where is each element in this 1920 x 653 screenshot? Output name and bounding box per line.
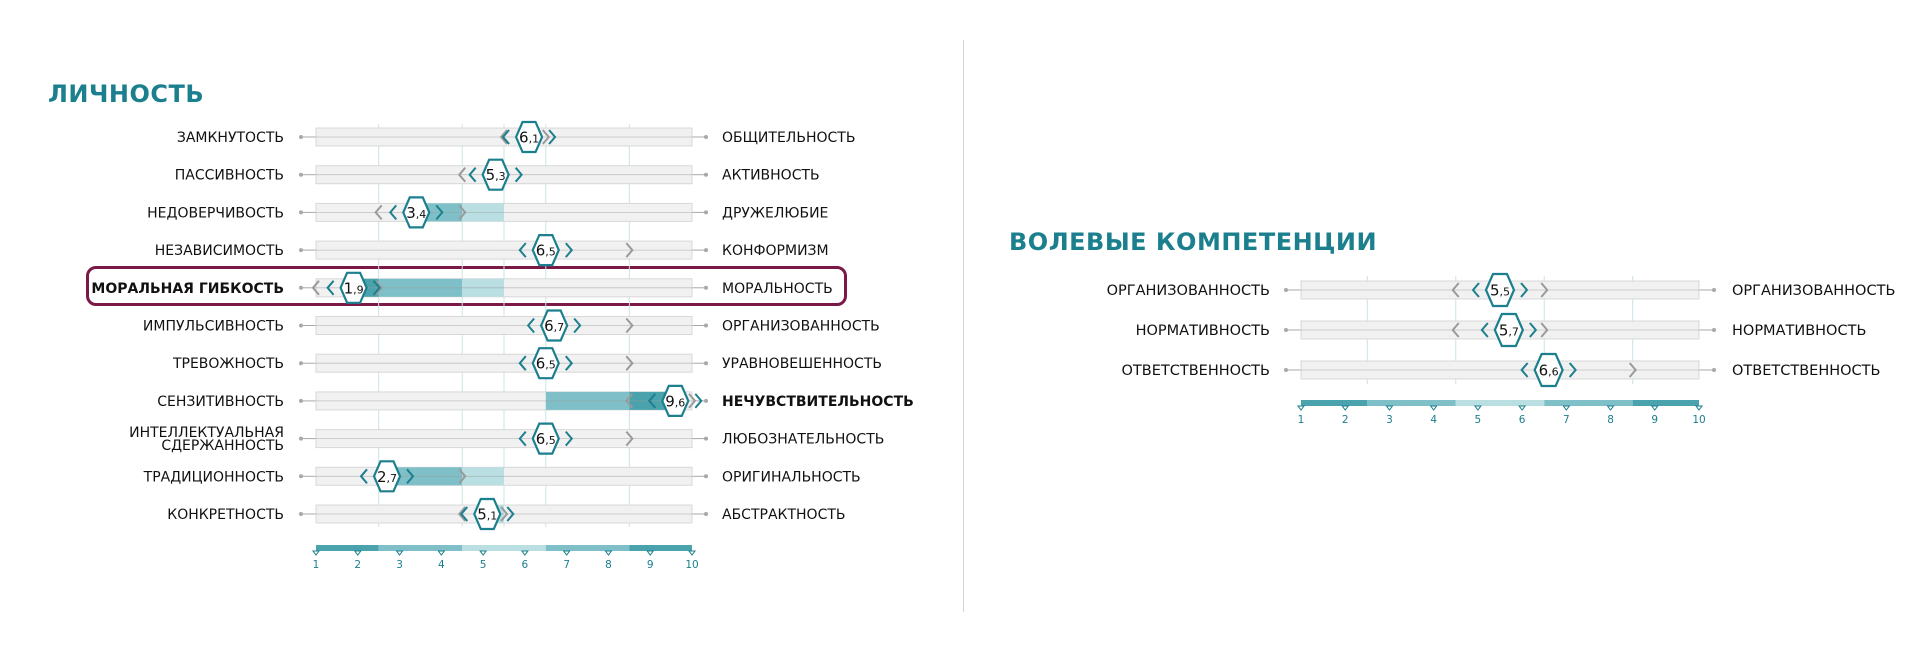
whisker-end-left [299,361,303,365]
scale-row [157,386,914,416]
legend-tick-label: 4 [437,559,445,571]
legend-tick-marker [438,551,444,555]
left-pole-label: ИНТЕЛЛЕКТУАЛЬНАЯ [129,425,284,442]
legend-tick-label: 7 [563,559,571,571]
legend-tick-label: 4 [1430,414,1438,426]
right-pole-label: НОРМАТИВНОСТЬ [1732,323,1867,339]
left-pole-label: СЕНЗИТИВНОСТЬ [157,393,284,410]
whisker-end-right [704,248,708,252]
legend-tick-label: 8 [1607,414,1614,426]
legend-scale-segment [1301,400,1367,406]
legend-tick-marker [564,551,570,555]
whisker-end-left [299,248,303,252]
score-decimal: ,5 [545,358,556,372]
score-integer: 6 [535,354,546,373]
legend-scale-segment [546,545,630,551]
left-pole-label: ЗАМКНУТОСТЬ [176,130,284,146]
left-pole-label: ОРГАНИЗОВАННОСТЬ [1106,283,1270,299]
legend-scale-segment [1456,400,1544,406]
whisker-end-left [1284,288,1288,292]
personality-section-title: ЛИЧНОСТЬ [48,80,205,108]
score-decimal: ,7 [386,471,398,485]
whisker-end-right [1712,368,1716,372]
score-integer: 3 [406,203,416,222]
whisker-end-left [299,135,303,139]
score-integer: 6 [1538,361,1549,380]
score-integer: 1 [343,279,354,298]
score-decimal: ,9 [353,283,364,297]
whisker-end-left [1284,368,1288,372]
right-pole-label: АКТИВНОСТЬ [722,167,820,184]
left-pole-label: НЕЗАВИСИМОСТЬ [154,243,284,260]
legend-tick-label: 1 [1297,414,1305,426]
legend-scale-segment [1367,400,1455,406]
whisker-end-left [299,512,303,516]
legend-tick-marker [1298,406,1304,410]
score-decimal: ,3 [495,170,506,184]
score-decimal: ,5 [1499,285,1511,299]
whisker-end-right [1712,328,1716,332]
right-pole-label: ОБЩИТЕЛЬНОСТЬ [722,130,856,146]
left-pole-label: ТРАДИЦИОННОСТЬ [143,469,284,486]
score-integer: 5 [485,166,496,185]
whisker-end-right [704,286,708,290]
score-decimal: ,7 [553,321,565,334]
legend-tick-label: 7 [1562,414,1570,426]
score-integer: 6 [519,128,529,147]
legend-tick-marker [1431,406,1437,410]
legend-tick-marker [1342,406,1348,410]
right-pole-label: УРАВНОВЕШЕННОСТЬ [722,356,882,373]
scale-row [1122,354,1881,386]
score-integer: 9 [665,392,675,411]
left-pole-label: КОНКРЕТНОСТЬ [167,507,284,523]
scale-row [177,122,856,152]
right-pole-label: ЛЮБОЗНАТЕЛЬНОСТЬ [722,431,885,448]
whisker-end-right [704,135,708,139]
scale-row [1136,314,1867,346]
left-pole-label: ИМПУЛЬСИВНОСТЬ [142,318,284,335]
score-decimal: ,6 [674,396,686,410]
whisker-end-right [704,437,708,441]
legend-tick-marker [605,551,611,555]
legend-tick-marker [689,551,695,555]
score-decimal: ,5 [545,245,556,259]
legend-scale-segment [629,545,692,551]
legend-tick-marker [313,551,319,555]
right-pole-label: ОРГАНИЗОВАННОСТЬ [1732,283,1896,299]
whisker-end-left [299,474,303,478]
score-integer: 2 [376,467,387,486]
legend-tick-marker [1652,406,1658,410]
left-pole-label: МОРАЛЬНАЯ ГИБКОСТЬ [91,280,284,297]
scale-row [129,424,884,455]
score-decimal: ,6 [1548,365,1559,379]
whisker-end-left [299,324,303,328]
whisker-end-left [299,437,303,441]
scale-row [1107,274,1896,306]
legend-tick-marker [647,551,653,555]
right-pole-label: НЕЧУВСТВИТЕЛЬНОСТЬ [722,393,914,410]
legend-tick-label: 9 [646,559,654,571]
legend-tick-label: 3 [396,559,403,571]
whisker-end-left [299,173,303,177]
legend-scale-segment [462,545,504,551]
whisker-end-right [704,210,708,214]
right-pole-label: ОРГАНИЗОВАННОСТЬ [722,318,880,335]
score-integer: 6 [535,430,546,449]
legend-scale-segment [1633,400,1699,406]
score-decimal: ,5 [545,434,556,448]
scale-row [147,197,828,227]
left-pole-label: ПАССИВНОСТЬ [174,167,284,184]
legend-tick-label: 8 [605,559,612,571]
whisker-end-right [704,173,708,177]
left-pole-label: СДЕРЖАННОСТЬ [161,438,284,455]
legend-tick-label: 6 [1518,414,1526,426]
left-pole-label: ОТВЕТСТВЕННОСТЬ [1121,363,1270,379]
legend-tick-label: 2 [354,559,362,571]
legend-tick-marker [522,551,528,555]
scale-row [143,311,880,341]
score-integer: 6 [535,241,546,260]
right-pole-label: МОРАЛЬНОСТЬ [722,280,833,297]
legend-tick-marker [480,551,486,555]
score-integer: 5 [1489,281,1500,300]
right-pole-label: АБСТРАКТНОСТЬ [722,507,846,523]
whisker-end-left [299,399,303,403]
legend-tick-label: 3 [1386,414,1393,426]
score-integer: 5 [477,505,487,524]
legend-tick-label: 5 [1474,414,1482,426]
whisker-end-right [704,361,708,365]
whisker-end-left [299,286,303,290]
volitional-competencies-section-title: ВОЛЕВЫЕ КОМПЕТЕНЦИИ [1009,228,1378,256]
left-pole-label: ТРЕВОЖНОСТЬ [172,356,284,373]
score-decimal: ,1 [486,509,498,523]
whisker-end-right [704,324,708,328]
whisker-end-left [1284,328,1288,332]
right-pole-label: ОТВЕТСТВЕННОСТЬ [1732,363,1881,379]
legend-tick-marker [355,551,361,555]
legend-tick-label: 9 [1651,414,1659,426]
legend-tick-label: 10 [685,559,699,571]
left-pole-label: НЕДОВЕРЧИВОСТЬ [147,205,284,222]
whisker-end-right [1712,288,1716,292]
legend-scale-segment [1544,400,1632,406]
scale-row [175,160,820,190]
legend-tick-marker [1608,406,1614,410]
legend-scale-segment [316,545,379,551]
legend-tick-label: 2 [1341,414,1349,426]
scale-row [155,235,829,265]
whisker-end-right [704,474,708,478]
scale-row [172,348,882,378]
whisker-end-left [299,210,303,214]
legend-tick-label: 1 [312,559,320,571]
score-decimal: ,1 [528,132,540,146]
legend-tick-marker [1475,406,1481,410]
right-pole-label: ДРУЖЕЛЮБИЕ [722,205,829,222]
legend-tick-label: 5 [479,559,487,571]
legend-tick-label: 6 [521,559,529,571]
legend-tick-marker [1386,406,1392,410]
legend-tick-marker [1519,406,1525,410]
right-pole-label: ОРИГИНАЛЬНОСТЬ [722,469,861,486]
score-decimal: ,7 [1508,325,1519,339]
score-integer: 5 [1498,321,1509,340]
score-decimal: ,4 [415,207,427,221]
legend-tick-marker [397,551,403,555]
legend-tick-marker [1563,406,1569,410]
scale-row [143,461,861,491]
legend-scale-segment [379,545,463,551]
right-pole-label: КОНФОРМИЗМ [722,243,829,260]
legend-scale-segment [504,545,546,551]
legend-tick-label: 10 [1692,414,1706,426]
whisker-end-right [704,399,708,403]
left-pole-label: НОРМАТИВНОСТЬ [1135,323,1270,339]
whisker-end-right [704,512,708,516]
legend-tick-marker [1696,406,1702,410]
score-integer: 6 [544,317,554,335]
